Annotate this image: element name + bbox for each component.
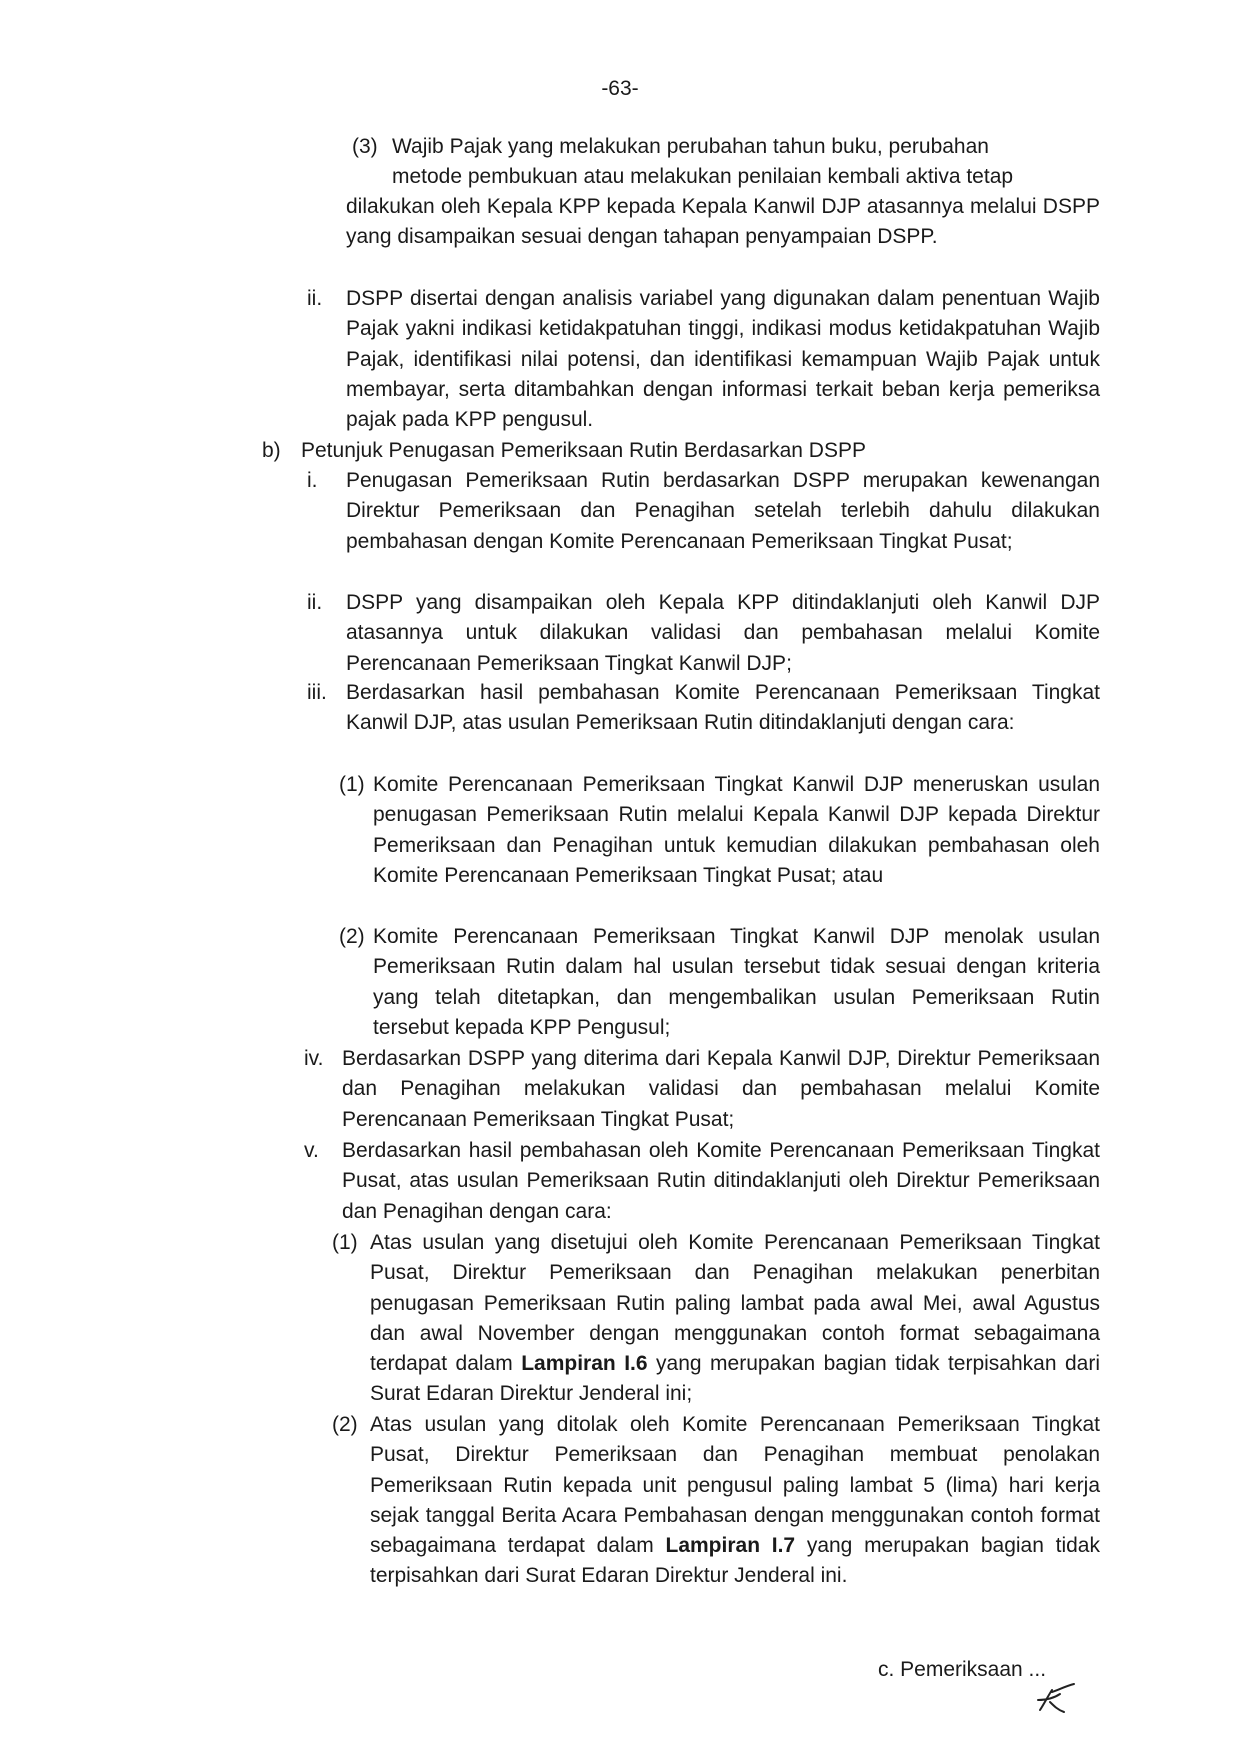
paragraph-b-iii: Berdasarkan hasil pembahasan Komite Perencanaan Pemeriksaan Tingkat Kanwil DJP, atas usulan Pemeriksaan Rutin ditindaklanjuti dengan cara: (346, 681, 1100, 735)
item-marker: (3) (352, 135, 378, 158)
sub-item-marker: (2) (339, 925, 365, 948)
item-marker: ii. (307, 287, 323, 310)
paragraph-3-first-line: Wajib Pajak yang melakukan perubahan tahun buku, perubahan (392, 135, 989, 158)
page-number: -63- (601, 77, 639, 100)
item-marker: iii. (307, 681, 327, 704)
item-marker: v. (304, 1139, 319, 1162)
paragraph-b-iii-1: Komite Perencanaan Pemeriksaan Tingkat Kanwil DJP meneruskan usulan penugasan Pemeriksaan Rutin melalui Kepala Kanwil DJP kepada Direktur Pemeriksaan dan Penagihan untuk kemudian dilakukan pembahasan oleh Komite Perencanaan Pemeriksaan Tingkat Pusat; atau (373, 773, 1100, 887)
paragraph-b-iii-2: Komite Perencanaan Pemeriksaan Tingkat Kanwil DJP menolak usulan Pemeriksaan Rutin dalam hal usulan tersebut tidak sesuai dengan kriteria yang telah ditetapkan, dan mengembalikan usulan Pemeriksaan Rutin tersebut kepada KPP Pengusul; (373, 925, 1100, 1039)
paragraph-b-i: Penugasan Pemeriksaan Rutin berdasarkan DSPP merupakan kewenangan Direktur Pemeriksaan dan Penagihan setelah terlebih dahulu dilakukan pembahasan dengan Komite Perencanaan Pemeriksaan Tingkat Pusat; (346, 469, 1100, 553)
item-marker: i. (307, 469, 318, 492)
attachment-reference: Lampiran I.6 (521, 1352, 648, 1376)
paragraph-b-v-1: Atas usulan yang disetujui oleh Komite Perencanaan Pemeriksaan Tingkat Pusat, Direktur Pemeriksaan dan Penagihan melakukan penerbitan penugasan Pemeriksaan Rutin paling lambat pada awal Mei, awal Agustus dan awal November dengan menggunakan contoh format sebagaimana terdapat dalam Lampiran I.6 yang merupakan bagian tidak terpisahkan dari Surat Edaran Direktur Jenderal ini; (370, 1231, 1101, 1406)
sub-item-marker: (1) (339, 773, 365, 796)
paragraph-b-iv: Berdasarkan DSPP yang diterima dari Kepala Kanwil DJP, Direktur Pemeriksaan dan Penagihan melakukan validasi dan pembahasan melalui Komite Perencanaan Pemeriksaan Tingkat Pusat; (342, 1047, 1100, 1131)
item-marker: ii. (307, 591, 323, 614)
initial-signature-icon (1030, 1680, 1076, 1718)
continuation-text: c. Pemeriksaan ... (878, 1658, 1047, 1681)
paragraph-a-ii: DSPP disertai dengan analisis variabel yang digunakan dalam penentuan Wajib Pajak yakni indikasi ketidakpatuhan tinggi, indikasi modus ketidakpatuhan Wajib Pajak, identifikasi nilai potensi, dan identifikasi kemampuan Wajib Pajak untuk membayar, serta ditambahkan dengan informasi terkait beban kerja pemeriksa pajak pada KPP pengusul. (346, 287, 1100, 432)
paragraph-3-second-line: metode pembukuan atau melakukan penilaian kembali aktiva tetap (392, 165, 1014, 188)
paragraph-b-ii: DSPP yang disampaikan oleh Kepala KPP ditindaklanjuti oleh Kanwil DJP atasannya untuk dilakukan validasi dan pembahasan melalui Komite Perencanaan Pemeriksaan Tingkat Kanwil DJP; (346, 591, 1100, 675)
item-marker: iv. (304, 1047, 324, 1070)
paragraph-3-body: dilakukan oleh Kepala KPP kepada Kepala Kanwil DJP atasannya melalui DSPP yang disampaikan sesuai dengan tahapan penyampaian DSPP. (346, 195, 1100, 249)
section-marker: b) (262, 439, 281, 462)
paragraph-b-v-2: Atas usulan yang ditolak oleh Komite Perencanaan Pemeriksaan Tingkat Pusat, Direktur Pemeriksaan dan Penagihan membuat penolakan Pemeriksaan Rutin kepada unit pengusul paling lambat 5 (lima) hari kerja sejak tanggal Berita Acara Pembahasan dengan menggunakan contoh format sebagaimana terdapat dalam Lampiran I.7 yang merupakan bagian tidak terpisahkan dari Surat Edaran Direktur Jenderal ini. (370, 1413, 1100, 1588)
sub-item-marker: (2) (332, 1413, 358, 1436)
attachment-reference: Lampiran I.7 (665, 1534, 796, 1558)
section-b-heading: Petunjuk Penugasan Pemeriksaan Rutin Berdasarkan DSPP (301, 439, 866, 462)
sub-item-marker: (1) (332, 1231, 358, 1254)
paragraph-b-v: Berdasarkan hasil pembahasan oleh Komite Perencanaan Pemeriksaan Tingkat Pusat, atas usulan Pemeriksaan Rutin ditindaklanjuti oleh Direktur Pemeriksaan dan Penagihan dengan cara: (342, 1139, 1100, 1223)
